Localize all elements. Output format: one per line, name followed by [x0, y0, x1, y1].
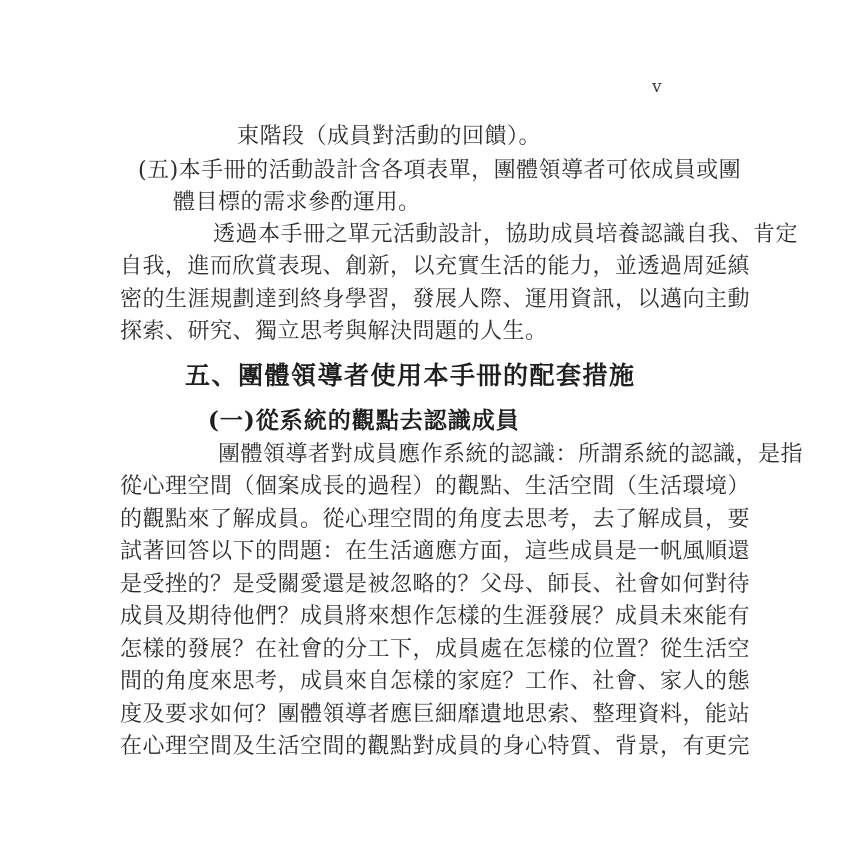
intro-paragraph-line-1: 透過本手冊之單元活動設計，協助成員培養認識自我、肯定 [213, 222, 799, 247]
list-item-4-continuation-line: 束階段（成員對活動的回饋）。 [237, 124, 542, 149]
section-paragraph-line-2: 從心理空間（個案成長的過程）的觀點、生活空間（生活環境） [120, 474, 751, 499]
section-paragraph-line-4: 試著回答以下的問題：在生活適應方面，這些成員是一帆風順還 [120, 539, 751, 564]
section-paragraph-line-3: 的觀點來了解成員。從心理空間的角度去思考，去了解成員，要 [120, 507, 751, 532]
page-number: v [652, 77, 662, 97]
list-item-5-line-2: 體目標的需求參酌運用。 [173, 190, 421, 215]
section-paragraph-line-1: 團體領導者對成員應作系統的認識：所謂系統的認識，是指 [218, 442, 804, 467]
section-5-heading: 五、團體領導者使用本手冊的配套措施 [185, 361, 636, 390]
intro-paragraph-line-3: 密的生涯規劃達到終身學習，發展人際、運用資訊，以邁向主動 [120, 287, 751, 312]
list-item-5-line-1: (五)本手冊的活動設計含各項表單，團體領導者可依成員或團 [138, 158, 742, 183]
section-paragraph-line-8: 間的角度來思考，成員來自怎樣的家庭？工作、社會、家人的態 [120, 669, 751, 694]
subsection-1-heading: (一)從系統的觀點去認識成員 [208, 407, 520, 434]
section-paragraph-line-9: 度及要求如何？團體領導者應巨細靡遺地思索、整理資料，能站 [120, 702, 751, 727]
section-paragraph-line-5: 是受挫的？是受關愛還是被忽略的？父母、師長、社會如何對待 [120, 572, 751, 597]
section-paragraph-line-6: 成員及期待他們？成員將來想作怎樣的生涯發展？成員未來能有 [120, 604, 751, 629]
intro-paragraph-line-2: 自我，進而欣賞表現、創新，以充實生活的能力，並透過周延縝 [120, 254, 751, 279]
intro-paragraph-line-4: 探索、研究、獨立思考與解決問題的人生。 [120, 319, 548, 344]
section-paragraph-line-10: 在心理空間及生活空間的觀點對成員的身心特質、背景，有更完 [120, 734, 751, 759]
section-paragraph-line-7: 怎樣的發展？在社會的分工下，成員處在怎樣的位置？從生活空 [120, 637, 751, 662]
